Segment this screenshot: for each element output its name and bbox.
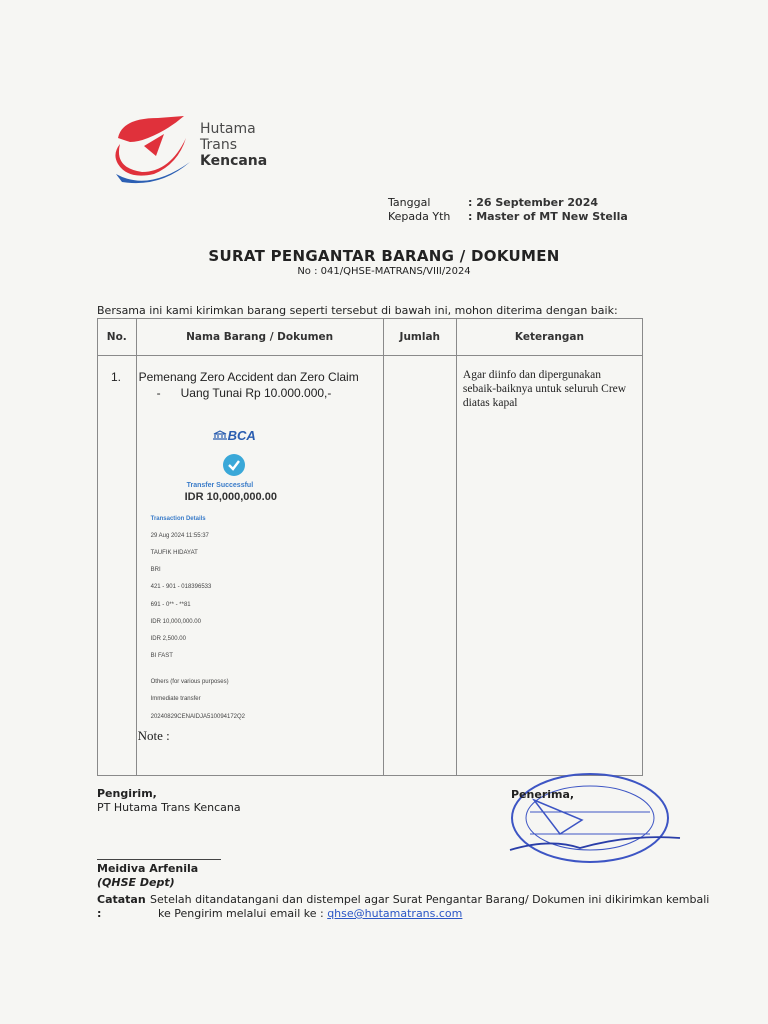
receipt-line: 29 Aug 2024 11:55:37: [150, 533, 209, 539]
intro-text: Bersama ini kami kirimkan barang seperti tersebut di bawah ini, mohon diterima dengan baik:: [97, 304, 618, 317]
footnote-label: Catatan :: [97, 893, 146, 920]
sender-label: Pengirim,: [97, 787, 157, 800]
letter-meta: [388, 196, 628, 224]
transfer-status: Transfer Successful: [186, 482, 254, 489]
row-remarks: Agar diinfo dan dipergunakan sebaik-baiknya untuk seluruh Crew diatas kapal: [456, 356, 642, 776]
transfer-amount: IDR 10,000,000.00: [184, 491, 277, 503]
sender-company: PT Hutama Trans Kencana: [97, 801, 241, 814]
success-check-icon: [223, 454, 245, 476]
company-logo-icon: [108, 108, 194, 188]
receipt-line: 20240829CENAIDJA510094172Q2: [150, 714, 246, 720]
footnote-text2: ke Pengirim melalui email ke :: [158, 907, 328, 920]
item-subtitle: - Uang Tunai Rp 10.000.000,-: [156, 386, 332, 400]
document-number: No : 041/QHSE-MATRANS/VIII/2024: [297, 266, 471, 277]
transaction-details-heading: Transaction Details: [150, 516, 206, 522]
items-table: [97, 318, 643, 776]
date-value: : 26 September 2024: [468, 196, 599, 209]
item-note-label: Note :: [137, 728, 170, 743]
page-title: SURAT PENGANTAR BARANG / DOKUMEN: [208, 247, 560, 265]
receipt-line: IDR 2,500.00: [150, 636, 186, 642]
bank-icon: [212, 430, 228, 440]
header-item-name: Nama Barang / Dokumen: [136, 319, 383, 356]
receipt-line: BI FAST: [150, 653, 173, 659]
receipt-line: 421 - 901 - 018396533: [150, 584, 212, 590]
signature-line: [97, 859, 221, 860]
signer-block: [97, 862, 198, 890]
signer-name: Meidiva Arfenila: [97, 862, 199, 875]
receipt-line: Immediate transfer: [150, 696, 201, 702]
table-row: [98, 356, 643, 776]
receipt-line: TAUFIK HIDAYAT: [150, 550, 198, 556]
receipt-line: 691 - 0** - **81: [150, 602, 191, 608]
receipt-line: IDR 10,000,000.00: [150, 619, 201, 625]
row-number: 1.: [98, 356, 137, 776]
recipient-label: Kepada Yth: [388, 210, 451, 223]
company-name: Hutama Trans Kencana: [200, 121, 268, 169]
receipt-line: Others (for various purposes): [150, 679, 229, 685]
company-stamp-icon: [490, 768, 690, 868]
sender-block: [97, 787, 241, 815]
signer-dept: (QHSE Dept): [97, 876, 175, 889]
bca-logo: BCA: [212, 430, 256, 440]
row-quantity: [383, 356, 456, 776]
table-header-row: [98, 319, 643, 356]
row-item-cell: [136, 356, 383, 776]
item-title: Pemenang Zero Accident dan Zero Claim: [138, 370, 359, 384]
email-link[interactable]: qhse@hutamatrans.com: [327, 907, 463, 920]
header-quantity: Jumlah: [383, 319, 456, 356]
header-remarks: Keterangan: [456, 319, 642, 356]
recipient-value: : Master of MT New Stella: [468, 210, 628, 223]
header-no: No.: [98, 319, 137, 356]
receipt-line: BRI: [150, 567, 161, 573]
footnote: [97, 893, 709, 921]
footnote-text: Setelah ditandatangani dan distempel agar Surat Pengantar Barang/ Dokumen ini dikirimkan kembali: [150, 893, 710, 906]
receiver-label: Penerima,: [511, 788, 575, 801]
date-label: Tanggal: [388, 196, 431, 209]
